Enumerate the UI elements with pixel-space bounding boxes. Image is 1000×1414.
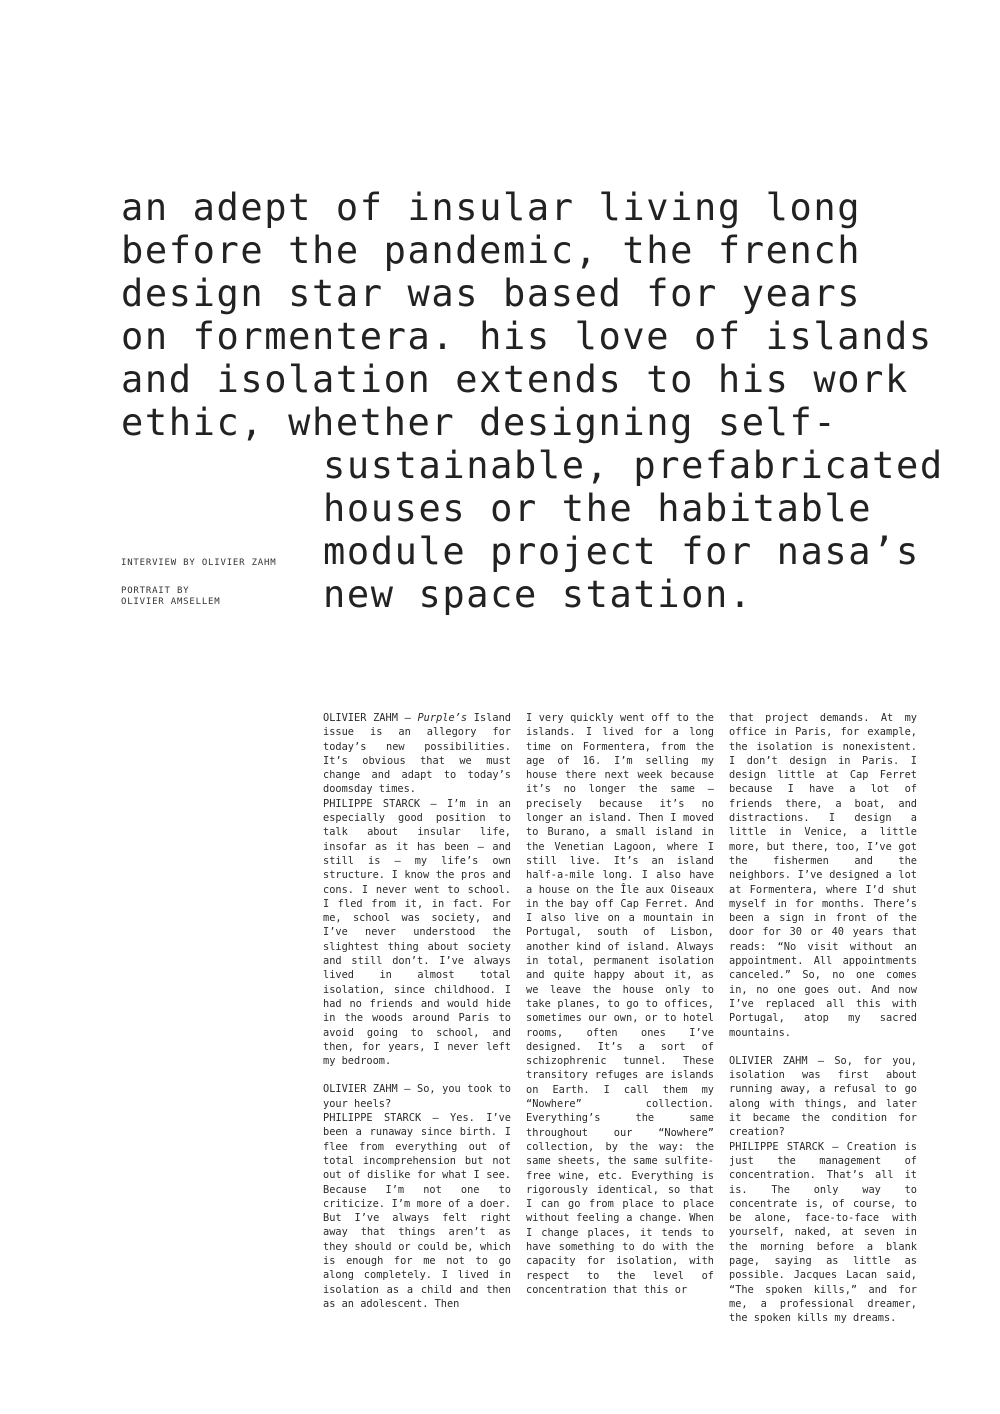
article-paragraph: I very quickly went off to the islands. I lived for a long time on Formentera, from the age of 16. I’m selling my house there next week because it’s no longer the same — precisely because it’s no longer an island. Then I moved to Burano, a small island in the Venetian Lagoon, where I still live. It’s an island half-a-mile long. I also have a house on the Île aux Oiseaux in the bay off Cap Ferret. And I also live on a mountain in Portugal, south of Lisbon, another kind of island. Always in total, permanent isolation and quite happy about it, as we leave the house only to take planes, to go to offices, sometimes our own, or to hotel rooms, often ones I’ve designed. It’s a sort of schizophrenic tunnel. These transitory refuges are islands on Earth. I call them my “Nowhere” collection. Everything’s the same throughout our “Nowhere” collection, by the way: the same sheets, the same sulfite-free wine, etc. Everything is rigorously identical, so that I can go from place to place without feeling a change. When I change places, it tends to have something to do with the capacity for isolation, with respect to the level of concentration that this or	[526, 712, 714, 1296]
magazine-title: Purple’s	[417, 712, 468, 724]
headline-line: module project for nasa’s	[323, 530, 920, 573]
headline-line: before the pandemic, the french	[121, 229, 862, 272]
article-paragraph: PHILIPPE STARCK — Creation is just the management of concentration. That’s all it is. The only way to concentrate is, of course, to be alone, face-to-face with yourself, naked, at seven in the morning before a blank page, saying as little as possible. Jacques Lacan said, “The spoken kills,” and for me, a professional dreamer, the spoken kills my dreams.	[729, 1140, 917, 1325]
article-paragraph	[323, 711, 511, 797]
headline	[121, 186, 944, 616]
headline-line: on formentera. his love of islands	[121, 315, 933, 358]
headline-line: ethic, whether designing self-	[121, 401, 838, 444]
article-paragraph: OLIVIER ZAHM — So, you took to your heels?	[323, 1083, 511, 1110]
portrait-credit-line: OLIVIER AMSELLEM	[121, 597, 221, 607]
article-paragraph: PHILIPPE STARCK — Yes. I’ve been a runaway since birth. I flee from everything out of total incomprehension but not out of dislike for what I see. Because I’m not one to criticize. I’m more of a doer. But I’ve always felt right away that things aren’t as they should or could be, which is enough for me not to go along completely. I lived in isolation as a child and then as an adolescent. Then	[323, 1112, 511, 1310]
headline-line: an adept of insular living long	[121, 186, 862, 229]
headline-line: and isolation extends to his work	[121, 358, 909, 401]
headline-line: design star was based for years	[121, 272, 862, 315]
interview-credit	[121, 558, 276, 569]
portrait-credit	[121, 586, 221, 608]
headline-line: sustainable, prefabricated	[323, 444, 944, 487]
article-column-2	[526, 711, 714, 1297]
article-paragraph: OLIVIER ZAHM — So, for you, isolation was first about running away, a refusal to go along with things, and later it became the condition for creation?	[729, 1054, 917, 1139]
question-text: Island issue is an allegory for today’s new possibilities. It’s obvious that we must change and adapt to today’s doomsday times.	[323, 712, 511, 796]
article-paragraph: that project demands. At my office in Paris, for example, the isolation is nonexistent. I don’t design in Paris. I design little at Cap Ferret because I have a lot of friends there, a boat, and distractions. I design a little in Venice, a little more, but there, too, I’ve got the fishermen and the neighbors. I’ve designed a lot at Formentera, where I’d shut myself in for months. There’s been a sign in front of the door for 30 or 40 years that reads: “No visit without an appointment. All appointments canceled.” So, no one comes in, no one goes out. And now I’ve replaced all this with Portugal, atop my sacred mountains.	[729, 712, 917, 1039]
article-paragraph: PHILIPPE STARCK — I’m in an especially good position to talk about insular life, insofar as it has been — and still is — my life’s own structure. I know the pros and cons. I never went to school. I fled from it, in fact. For me, school was society, and I’ve never understood the slightest thing about society and still don’t. I’ve always lived in almost total isolation, since childhood. I had no friends and would hide in the woods around Paris to avoid going to school, and then, for years, I never left my bedroom.	[323, 797, 511, 1068]
headline-line: new space station.	[323, 573, 753, 616]
question-speaker: OLIVIER ZAHM —	[323, 712, 418, 724]
article-column-1	[323, 711, 511, 1311]
headline-line: houses or the habitable	[323, 487, 873, 530]
interview-credit-text: INTERVIEW BY OLIVIER ZAHM	[121, 558, 277, 568]
article-column-3	[729, 711, 917, 1325]
portrait-credit-line: PORTRAIT BY	[121, 586, 190, 596]
